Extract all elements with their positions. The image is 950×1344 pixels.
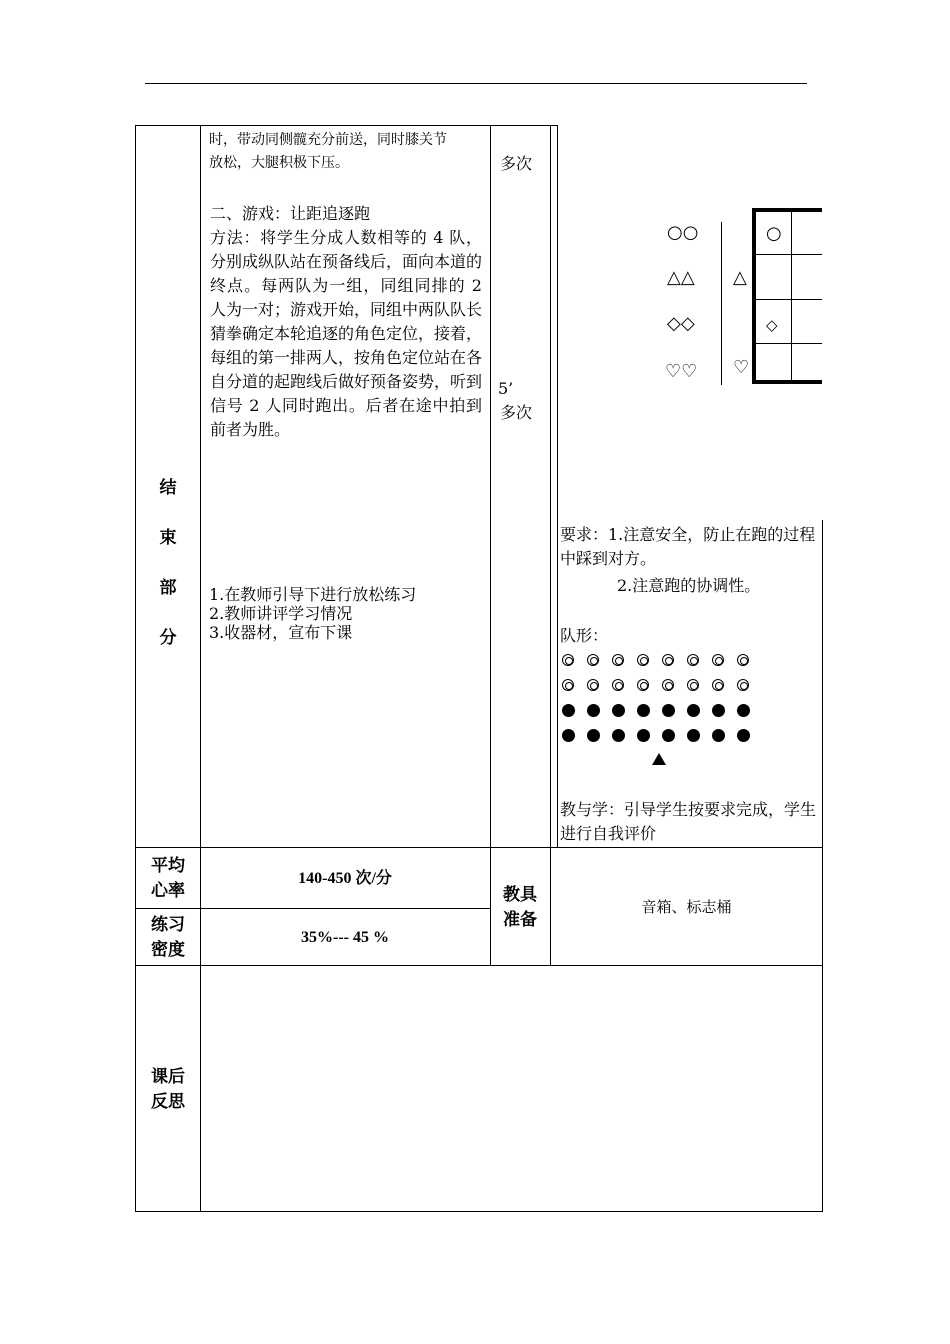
student-dot-marker xyxy=(687,704,700,717)
mid-triangle-icon: △ xyxy=(733,267,747,288)
student-ring-marker xyxy=(612,679,624,691)
student-ring-marker xyxy=(612,654,624,666)
student-ring-marker xyxy=(662,654,674,666)
student-dot-marker xyxy=(712,704,725,717)
start-line xyxy=(721,222,722,385)
mid-heart-icon: ♡ xyxy=(733,357,750,378)
formation-diagram xyxy=(562,652,762,772)
equipment-value: 音箱、标志桶 xyxy=(641,898,732,916)
step-3: 3.收器材，宣布下课 xyxy=(209,623,353,642)
team-diamonds-icon: ◇◇ xyxy=(667,313,695,334)
heart-rate-value: 140-450 次/分 xyxy=(298,870,392,887)
reflection-label: 课后反思 xyxy=(151,1067,185,1111)
time-2b: 多次 xyxy=(500,403,533,422)
student-ring-marker xyxy=(637,654,649,666)
lane-grid-row-3 xyxy=(756,343,822,344)
student-dot-marker xyxy=(562,729,575,742)
student-ring-marker xyxy=(737,654,749,666)
density-label: 练习密度 xyxy=(151,915,185,959)
student-ring-marker xyxy=(562,679,574,691)
lane-grid xyxy=(752,208,822,384)
student-ring-marker xyxy=(562,654,574,666)
student-dot-marker xyxy=(737,729,750,742)
content-line-1: 时，带动同侧髋充分前送，同时膝关节 xyxy=(209,132,447,148)
student-dot-marker xyxy=(612,729,625,742)
student-dot-marker xyxy=(587,704,600,717)
reflection-area[interactable] xyxy=(201,966,821,1210)
teacher-triangle-icon xyxy=(652,753,666,765)
requirement-1: 要求：1.注意安全，防止在跑的过程中踩到对方。 xyxy=(560,525,816,568)
student-ring-marker xyxy=(737,679,749,691)
cell-circle-icon: ○ xyxy=(766,223,782,244)
student-dot-marker xyxy=(562,704,575,717)
student-ring-marker xyxy=(587,679,599,691)
table-top-border xyxy=(135,125,558,126)
table-right-border xyxy=(822,520,823,1212)
header-rule xyxy=(145,83,807,84)
team-hearts-icon: ♡♡ xyxy=(665,361,698,382)
equipment-label: 教具准备 xyxy=(503,885,537,929)
cell-diamond-icon: ◇ xyxy=(766,316,778,334)
student-dot-marker xyxy=(612,704,625,717)
student-ring-marker xyxy=(662,679,674,691)
col-divider-2 xyxy=(490,125,491,966)
student-dot-marker xyxy=(737,704,750,717)
student-ring-marker xyxy=(712,679,724,691)
team-triangles-icon: △△ xyxy=(667,267,695,288)
lane-grid-row-2 xyxy=(756,299,822,300)
table-left-border xyxy=(135,125,136,1212)
student-dot-marker xyxy=(687,729,700,742)
student-ring-marker xyxy=(687,679,699,691)
team-circles-icon: ○○ xyxy=(667,222,699,243)
game-title: 二、游戏：让距追逐跑 xyxy=(210,204,371,223)
student-ring-marker xyxy=(712,654,724,666)
content-line-2: 放松，大腿积极下压。 xyxy=(209,155,349,171)
student-ring-marker xyxy=(637,679,649,691)
heart-rate-label: 平均心率 xyxy=(151,856,185,900)
col-divider-3 xyxy=(550,125,551,966)
step-2: 2.教师讲评学习情况 xyxy=(209,604,353,623)
step-1: 1.在教师引导下进行放松练习 xyxy=(209,585,417,604)
student-ring-marker xyxy=(687,654,699,666)
formation-label: 队形： xyxy=(560,626,609,645)
density-value: 35%--- 45 % xyxy=(301,929,389,946)
row-divider-stats-top xyxy=(135,847,822,848)
time-1: 多次 xyxy=(500,154,533,173)
lane-grid-col xyxy=(791,212,792,384)
game-method: 方法：将学生分成人数相等的 4 队，分别成纵队站在预备线后，面向本道的终点。每两队为一组，同组同排的 2 人为一对；游戏开始，同组中两队队长猜拳确定本轮追逐的角色定位，接着，每组的第一排两人，按角色定位站在各自分道的起跑线后做好预备姿势，听到信号 2 人同时跑出。后者在途中拍到前者为胜。 xyxy=(210,228,488,439)
student-dot-marker xyxy=(712,729,725,742)
row-divider-stats-mid xyxy=(135,908,490,909)
teach-learn-text: 教与学：引导学生按要求完成，学生进行自我评价 xyxy=(560,800,817,843)
student-dot-marker xyxy=(662,729,675,742)
table-bottom-border xyxy=(135,1211,822,1212)
student-dot-marker xyxy=(662,704,675,717)
col-divider-3b xyxy=(557,125,558,847)
student-dot-marker xyxy=(587,729,600,742)
lane-grid-row-1 xyxy=(756,254,822,255)
section-label: 结 束 部 分 xyxy=(159,478,177,647)
student-dot-marker xyxy=(637,729,650,742)
requirement-2: 2.注意跑的协调性。 xyxy=(617,576,761,595)
time-2a: 5’ xyxy=(498,379,514,398)
student-ring-marker xyxy=(587,654,599,666)
student-dot-marker xyxy=(637,704,650,717)
